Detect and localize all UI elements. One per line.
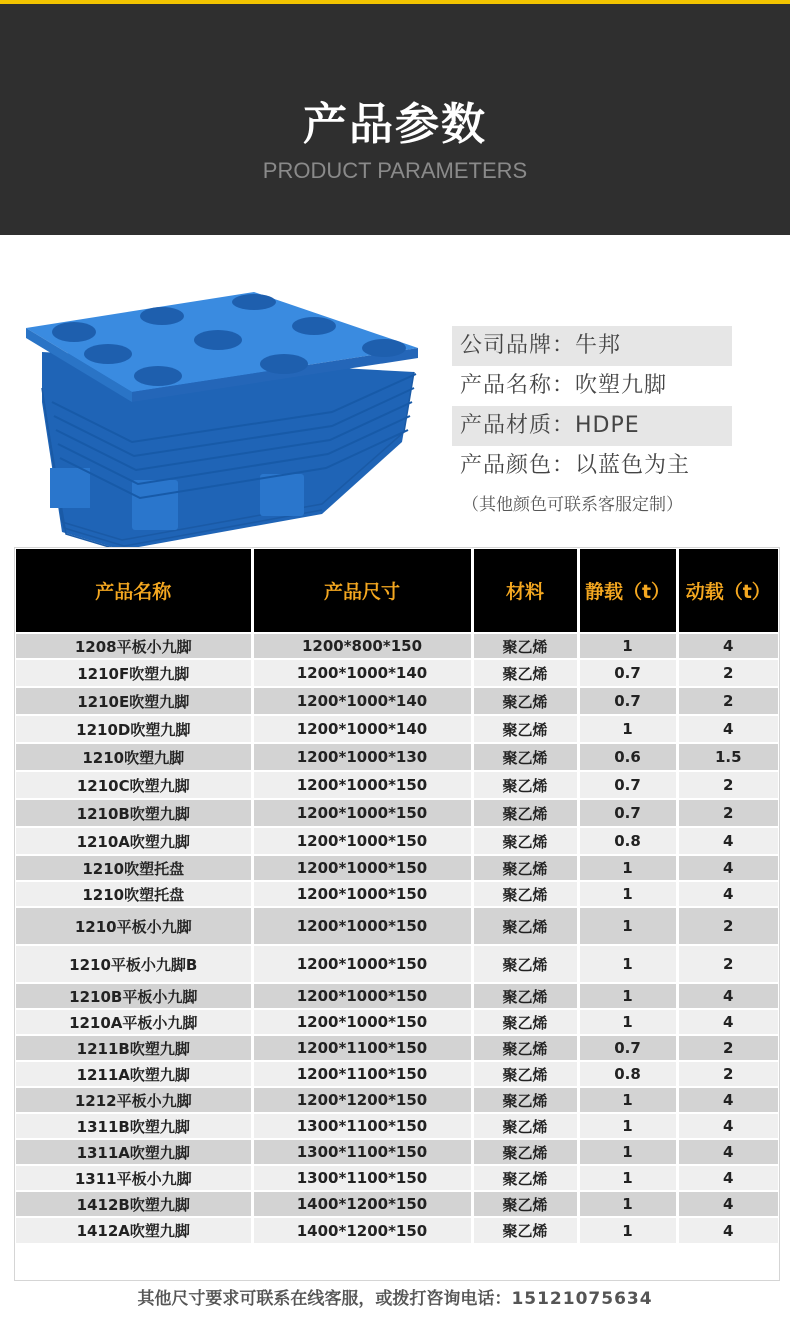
cell-dynamic-load: 2 <box>677 687 778 715</box>
table-row <box>16 633 778 659</box>
table-row <box>16 855 778 881</box>
cell-static-load: 0.7 <box>578 771 677 799</box>
cell-static-load: 1 <box>578 1191 677 1217</box>
cell-dynamic-load: 4 <box>677 1191 778 1217</box>
cell-material: 聚乙烯 <box>472 1217 578 1243</box>
table-header-row <box>16 549 778 633</box>
cell-product-name: 1311A吹塑九脚 <box>16 1139 252 1165</box>
product-info-panel <box>452 326 732 515</box>
cell-product-size: 1200*1000*140 <box>252 715 472 743</box>
cell-static-load: 0.7 <box>578 799 677 827</box>
cell-static-load: 0.8 <box>578 827 677 855</box>
cell-product-name: 1210平板小九脚 <box>16 907 252 945</box>
cell-material: 聚乙烯 <box>472 1087 578 1113</box>
cell-product-size: 1200*1000*150 <box>252 1009 472 1035</box>
cell-material: 聚乙烯 <box>472 827 578 855</box>
cell-product-name: 1311平板小九脚 <box>16 1165 252 1191</box>
table-row <box>16 983 778 1009</box>
pallet-stack-image <box>22 292 422 562</box>
info-brand: 公司品牌：牛邦 <box>452 326 732 366</box>
cell-material: 聚乙烯 <box>472 743 578 771</box>
cell-dynamic-load: 4 <box>677 827 778 855</box>
cell-dynamic-load: 4 <box>677 1087 778 1113</box>
cell-dynamic-load: 4 <box>677 855 778 881</box>
cell-static-load: 1 <box>578 1139 677 1165</box>
cell-product-size: 1200*1000*150 <box>252 855 472 881</box>
info-product-name: 产品名称：吹塑九脚 <box>460 373 668 398</box>
cell-product-size: 1200*1100*150 <box>252 1061 472 1087</box>
cell-material: 聚乙烯 <box>472 1139 578 1165</box>
cell-product-name: 1210吹塑九脚 <box>16 743 252 771</box>
cell-product-name: 1210吹塑托盘 <box>16 881 252 907</box>
cell-product-name: 1210B吹塑九脚 <box>16 799 252 827</box>
cell-material: 聚乙烯 <box>472 715 578 743</box>
cell-product-size: 1200*1000*130 <box>252 743 472 771</box>
footer-text: 其他尺寸要求可联系在线客服，或拨打咨询电话： <box>137 1289 512 1309</box>
table-row <box>16 687 778 715</box>
cell-product-name: 1208平板小九脚 <box>16 633 252 659</box>
cell-static-load: 0.7 <box>578 687 677 715</box>
table-row <box>16 1009 778 1035</box>
cell-dynamic-load: 4 <box>677 881 778 907</box>
cell-product-size: 1200*1000*150 <box>252 771 472 799</box>
cell-dynamic-load: 4 <box>677 633 778 659</box>
table-row <box>16 659 778 687</box>
cell-product-size: 1300*1100*150 <box>252 1165 472 1191</box>
spec-table <box>16 549 778 1243</box>
cell-material: 聚乙烯 <box>472 907 578 945</box>
cell-material: 聚乙烯 <box>472 771 578 799</box>
header-static-load: 静载（t） <box>578 549 677 633</box>
cell-static-load: 0.6 <box>578 743 677 771</box>
contact-footer <box>0 1284 790 1309</box>
table-body <box>16 633 778 1243</box>
cell-product-name: 1311B吹塑九脚 <box>16 1113 252 1139</box>
table-row <box>16 771 778 799</box>
page-title: 产品参数 <box>303 99 487 150</box>
cell-static-load: 1 <box>578 1009 677 1035</box>
cell-static-load: 1 <box>578 855 677 881</box>
cell-static-load: 1 <box>578 907 677 945</box>
table-row <box>16 1061 778 1087</box>
cell-dynamic-load: 2 <box>677 659 778 687</box>
cell-material: 聚乙烯 <box>472 1061 578 1087</box>
cell-static-load: 1 <box>578 715 677 743</box>
cell-product-name: 1210A平板小九脚 <box>16 1009 252 1035</box>
table-row <box>16 907 778 945</box>
cell-dynamic-load: 1.5 <box>677 743 778 771</box>
cell-product-size: 1200*1000*140 <box>252 659 472 687</box>
info-material: 产品材质：HDPE <box>452 406 732 446</box>
cell-material: 聚乙烯 <box>472 1165 578 1191</box>
cell-material: 聚乙烯 <box>472 881 578 907</box>
table-row <box>16 1087 778 1113</box>
cell-static-load: 1 <box>578 1113 677 1139</box>
cell-static-load: 1 <box>578 1217 677 1243</box>
cell-product-size: 1200*1200*150 <box>252 1087 472 1113</box>
cell-product-size: 1200*800*150 <box>252 633 472 659</box>
cell-product-size: 1200*1000*150 <box>252 799 472 827</box>
table-row <box>16 1113 778 1139</box>
cell-static-load: 1 <box>578 983 677 1009</box>
cell-dynamic-load: 4 <box>677 1217 778 1243</box>
spec-table-container <box>14 547 780 1281</box>
cell-dynamic-load: 4 <box>677 1165 778 1191</box>
info-note: （其他颜色可联系客服定制） <box>462 495 683 515</box>
cell-material: 聚乙烯 <box>472 1113 578 1139</box>
cell-product-size: 1200*1000*150 <box>252 945 472 983</box>
cell-product-size: 1200*1000*150 <box>252 827 472 855</box>
header-material: 材料 <box>472 549 578 633</box>
cell-material: 聚乙烯 <box>472 659 578 687</box>
cell-product-size: 1300*1100*150 <box>252 1139 472 1165</box>
info-color: 产品颜色：以蓝色为主 <box>460 453 691 478</box>
cell-material: 聚乙烯 <box>472 1035 578 1061</box>
cell-dynamic-load: 2 <box>677 1061 778 1087</box>
phone-number: 15121075634 <box>511 1289 653 1309</box>
cell-dynamic-load: 4 <box>677 1009 778 1035</box>
table-row <box>16 1165 778 1191</box>
table-row <box>16 1035 778 1061</box>
cell-product-size: 1400*1200*150 <box>252 1217 472 1243</box>
table-row <box>16 1217 778 1243</box>
table-row <box>16 799 778 827</box>
cell-dynamic-load: 4 <box>677 715 778 743</box>
cell-static-load: 1 <box>578 633 677 659</box>
cell-product-name: 1210E吹塑九脚 <box>16 687 252 715</box>
table-row <box>16 1139 778 1165</box>
cell-dynamic-load: 4 <box>677 983 778 1009</box>
cell-product-name: 1210C吹塑九脚 <box>16 771 252 799</box>
cell-static-load: 0.7 <box>578 1035 677 1061</box>
cell-product-name: 1412B吹塑九脚 <box>16 1191 252 1217</box>
cell-product-name: 1412A吹塑九脚 <box>16 1217 252 1243</box>
cell-product-size: 1200*1100*150 <box>252 1035 472 1061</box>
cell-product-size: 1200*1000*150 <box>252 983 472 1009</box>
cell-product-name: 1210B平板小九脚 <box>16 983 252 1009</box>
table-row <box>16 715 778 743</box>
cell-static-load: 1 <box>578 945 677 983</box>
cell-dynamic-load: 2 <box>677 799 778 827</box>
header-dynamic-load: 动载（t） <box>677 549 778 633</box>
cell-product-size: 1200*1000*140 <box>252 687 472 715</box>
cell-dynamic-load: 2 <box>677 1035 778 1061</box>
cell-static-load: 0.7 <box>578 659 677 687</box>
header-product-size: 产品尺寸 <box>252 549 472 633</box>
table-row <box>16 743 778 771</box>
cell-product-name: 1211B吹塑九脚 <box>16 1035 252 1061</box>
cell-product-name: 1210吹塑托盘 <box>16 855 252 881</box>
header-product-name: 产品名称 <box>16 549 252 633</box>
cell-product-name: 1212平板小九脚 <box>16 1087 252 1113</box>
cell-product-size: 1300*1100*150 <box>252 1113 472 1139</box>
page-subtitle: PRODUCT PARAMETERS <box>262 158 528 183</box>
cell-product-name: 1210F吹塑九脚 <box>16 659 252 687</box>
cell-product-name: 1210A吹塑九脚 <box>16 827 252 855</box>
cell-dynamic-load: 2 <box>677 907 778 945</box>
cell-static-load: 0.8 <box>578 1061 677 1087</box>
cell-product-name: 1210平板小九脚B <box>16 945 252 983</box>
cell-material: 聚乙烯 <box>472 1009 578 1035</box>
cell-material: 聚乙烯 <box>472 799 578 827</box>
cell-material: 聚乙烯 <box>472 633 578 659</box>
table-row <box>16 1191 778 1217</box>
cell-product-size: 1200*1000*150 <box>252 907 472 945</box>
cell-product-size: 1400*1200*150 <box>252 1191 472 1217</box>
cell-material: 聚乙烯 <box>472 945 578 983</box>
cell-static-load: 1 <box>578 1165 677 1191</box>
cell-dynamic-load: 2 <box>677 945 778 983</box>
cell-material: 聚乙烯 <box>472 983 578 1009</box>
cell-material: 聚乙烯 <box>472 855 578 881</box>
cell-static-load: 1 <box>578 1087 677 1113</box>
table-row <box>16 881 778 907</box>
table-row <box>16 945 778 983</box>
cell-static-load: 1 <box>578 881 677 907</box>
cell-product-size: 1200*1000*150 <box>252 881 472 907</box>
header-banner <box>0 0 790 235</box>
cell-dynamic-load: 4 <box>677 1113 778 1139</box>
cell-material: 聚乙烯 <box>472 1191 578 1217</box>
table-row <box>16 827 778 855</box>
cell-product-name: 1211A吹塑九脚 <box>16 1061 252 1087</box>
cell-dynamic-load: 4 <box>677 1139 778 1165</box>
cell-material: 聚乙烯 <box>472 687 578 715</box>
cell-dynamic-load: 2 <box>677 771 778 799</box>
cell-product-name: 1210D吹塑九脚 <box>16 715 252 743</box>
